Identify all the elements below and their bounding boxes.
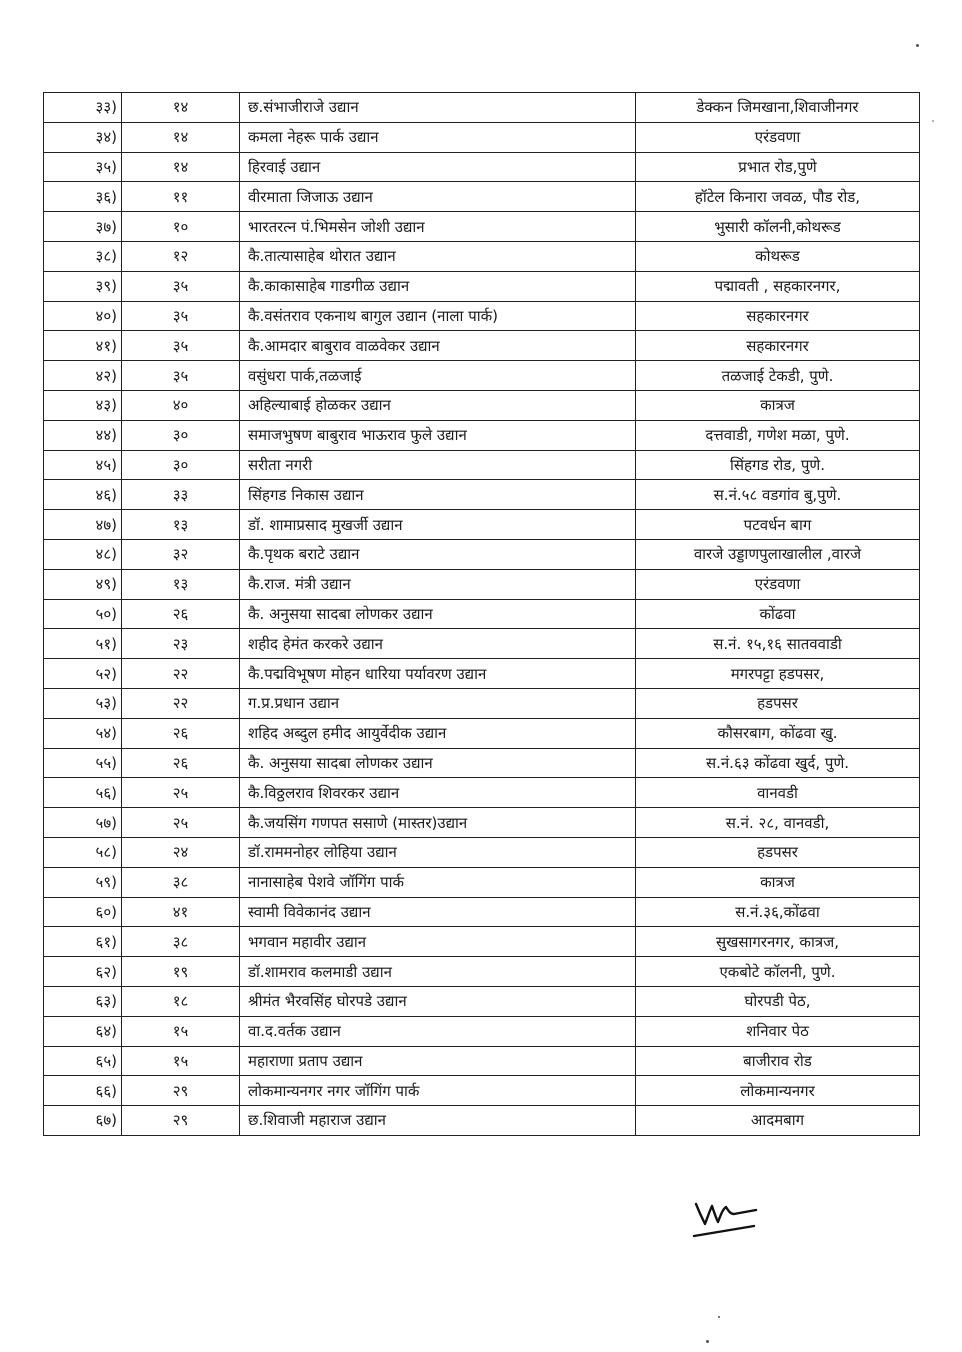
table-row	[44, 241, 920, 271]
location-cell: स.नं.३६,कोंढवा	[636, 897, 920, 927]
location-cell: डेक्कन जिमखाना,शिवाजीनगर	[636, 93, 920, 123]
ward-number-cell: १३	[122, 510, 240, 540]
table-row	[44, 778, 920, 808]
table-row	[44, 1106, 920, 1136]
serial-number-cell: ४०)	[44, 301, 122, 331]
garden-name-cell: कै.तात्यासाहेब थोरात उद्यान	[240, 241, 636, 271]
garden-name-cell: डॉ.राममनोहर लोहिया उद्यान	[240, 837, 636, 867]
garden-name-cell: शहिद अब्दुल हमीद आयुर्वेदीक उद्यान	[240, 718, 636, 748]
table-row	[44, 122, 920, 152]
serial-number-cell: ६७)	[44, 1106, 122, 1136]
location-cell: घोरपडी पेठ,	[636, 986, 920, 1016]
ward-number-cell: ४१	[122, 897, 240, 927]
serial-number-cell: ३८)	[44, 241, 122, 271]
serial-number-cell: ६५)	[44, 1046, 122, 1076]
location-cell: मगरपट्टा हडपसर,	[636, 659, 920, 689]
table-row	[44, 450, 920, 480]
ward-number-cell: २६	[122, 599, 240, 629]
location-cell: स.नं. १५,१६ सातववाडी	[636, 629, 920, 659]
ward-number-cell: ३२	[122, 539, 240, 569]
serial-number-cell: ५४)	[44, 718, 122, 748]
location-cell: एकबोटे कॉलनी, पुणे.	[636, 957, 920, 987]
scan-speck	[932, 120, 934, 122]
ward-number-cell: १०	[122, 212, 240, 242]
garden-name-cell: कै.जयसिंग गणपत ससाणे (मास्तर)उद्यान	[240, 808, 636, 838]
serial-number-cell: ५८)	[44, 837, 122, 867]
table-row	[44, 212, 920, 242]
serial-number-cell: ५२)	[44, 659, 122, 689]
location-cell: सुखसागरनगर, कात्रज,	[636, 927, 920, 957]
ward-number-cell: २४	[122, 837, 240, 867]
table-row	[44, 718, 920, 748]
serial-number-cell: ६१)	[44, 927, 122, 957]
table-row	[44, 93, 920, 123]
table-row	[44, 271, 920, 301]
location-cell: वारजे उड्डाणपुलाखालील ,वारजे	[636, 539, 920, 569]
ward-number-cell: ३८	[122, 927, 240, 957]
serial-number-cell: ५९)	[44, 867, 122, 897]
garden-name-cell: स्वामी विवेकानंद उद्यान	[240, 897, 636, 927]
location-cell: कोंढवा	[636, 599, 920, 629]
ward-number-cell: २९	[122, 1106, 240, 1136]
table-row	[44, 361, 920, 391]
ward-number-cell: ३०	[122, 420, 240, 450]
garden-name-cell: श्रीमंत भैरवसिंह घोरपडे उद्यान	[240, 986, 636, 1016]
location-cell: शनिवार पेठ	[636, 1016, 920, 1046]
ward-number-cell: १२	[122, 241, 240, 271]
table-row	[44, 510, 920, 540]
serial-number-cell: ५७)	[44, 808, 122, 838]
table-row	[44, 659, 920, 689]
ward-number-cell: ३०	[122, 450, 240, 480]
serial-number-cell: ३६)	[44, 182, 122, 212]
table-row	[44, 957, 920, 987]
garden-name-cell: कै.पद्मविभूषण मोहन धारिया पर्यावरण उद्यान	[240, 659, 636, 689]
table-row	[44, 1076, 920, 1106]
ward-number-cell: १५	[122, 1016, 240, 1046]
scan-speck	[718, 1316, 720, 1318]
serial-number-cell: ३४)	[44, 122, 122, 152]
serial-number-cell: ४९)	[44, 569, 122, 599]
location-cell: आदमबाग	[636, 1106, 920, 1136]
serial-number-cell: ६०)	[44, 897, 122, 927]
ward-number-cell: १४	[122, 93, 240, 123]
location-cell: कात्रज	[636, 867, 920, 897]
garden-name-cell: महाराणा प्रताप उद्यान	[240, 1046, 636, 1076]
table-row	[44, 569, 920, 599]
serial-number-cell: ६३)	[44, 986, 122, 1016]
location-cell: सहकारनगर	[636, 331, 920, 361]
garden-name-cell: कै.पृथक बराटे उद्यान	[240, 539, 636, 569]
garden-name-cell: कै.आमदार बाबुराव वाळवेकर उद्यान	[240, 331, 636, 361]
table-row	[44, 1016, 920, 1046]
garden-name-cell: छ.संभाजीराजे उद्यान	[240, 93, 636, 123]
garden-name-cell: हिरवाई उद्यान	[240, 152, 636, 182]
ward-number-cell: ३५	[122, 301, 240, 331]
garden-name-cell: कै.विठ्ठलराव शिवरकर उद्यान	[240, 778, 636, 808]
ward-number-cell: ३३	[122, 480, 240, 510]
ward-number-cell: ३५	[122, 361, 240, 391]
location-cell: कोथरूड	[636, 241, 920, 271]
garden-name-cell: समाजभुषण बाबुराव भाऊराव फुले उद्यान	[240, 420, 636, 450]
serial-number-cell: ६२)	[44, 957, 122, 987]
location-cell: स.नं. २८, वानवडी,	[636, 808, 920, 838]
ward-number-cell: २२	[122, 688, 240, 718]
serial-number-cell: ४७)	[44, 510, 122, 540]
table-row	[44, 420, 920, 450]
location-cell: दत्तवाडी, गणेश मळा, पुणे.	[636, 420, 920, 450]
serial-number-cell: ४५)	[44, 450, 122, 480]
table-row	[44, 867, 920, 897]
table-row	[44, 688, 920, 718]
table-row	[44, 599, 920, 629]
garden-name-cell: कै. अनुसया सादबा लोणकर उद्यान	[240, 599, 636, 629]
garden-name-cell: कमला नेहरू पार्क उद्यान	[240, 122, 636, 152]
location-cell: बाजीराव रोड	[636, 1046, 920, 1076]
garden-name-cell: अहिल्याबाई होळकर उद्यान	[240, 390, 636, 420]
serial-number-cell: ३७)	[44, 212, 122, 242]
table-row	[44, 897, 920, 927]
garden-name-cell: कै.राज. मंत्री उद्यान	[240, 569, 636, 599]
location-cell: हडपसर	[636, 688, 920, 718]
table-row	[44, 539, 920, 569]
table-row	[44, 301, 920, 331]
table-row	[44, 837, 920, 867]
serial-number-cell: ३३)	[44, 93, 122, 123]
ward-number-cell: ११	[122, 182, 240, 212]
garden-name-cell: ग.प्र.प्रधान उद्यान	[240, 688, 636, 718]
serial-number-cell: ३९)	[44, 271, 122, 301]
serial-number-cell: ४८)	[44, 539, 122, 569]
garden-name-cell: कै.काकासाहेब गाडगीळ उद्यान	[240, 271, 636, 301]
garden-name-cell: वीरमाता जिजाऊ उद्यान	[240, 182, 636, 212]
location-cell: प्रभात रोड,पुणे	[636, 152, 920, 182]
ward-number-cell: ३८	[122, 867, 240, 897]
garden-name-cell: छ.शिवाजी महाराज उद्यान	[240, 1106, 636, 1136]
garden-name-cell: वसुंधरा पार्क,तळजाई	[240, 361, 636, 391]
serial-number-cell: ४६)	[44, 480, 122, 510]
table-row	[44, 1046, 920, 1076]
table-row	[44, 748, 920, 778]
scan-speck	[706, 1340, 709, 1343]
handwritten-signature	[690, 1196, 760, 1241]
serial-number-cell: ५३)	[44, 688, 122, 718]
table-row	[44, 152, 920, 182]
location-cell: हडपसर	[636, 837, 920, 867]
serial-number-cell: ५६)	[44, 778, 122, 808]
location-cell: पद्मावती , सहकारनगर,	[636, 271, 920, 301]
ward-number-cell: २५	[122, 808, 240, 838]
ward-number-cell: १३	[122, 569, 240, 599]
ward-number-cell: २५	[122, 778, 240, 808]
garden-name-cell: सिंहगड निकास उद्यान	[240, 480, 636, 510]
ward-number-cell: १४	[122, 122, 240, 152]
serial-number-cell: ५१)	[44, 629, 122, 659]
ward-number-cell: २६	[122, 748, 240, 778]
garden-name-cell: वा.द.वर्तक उद्यान	[240, 1016, 636, 1046]
garden-list-table	[43, 92, 920, 1136]
serial-number-cell: ५५)	[44, 748, 122, 778]
ward-number-cell: २३	[122, 629, 240, 659]
ward-number-cell: १५	[122, 1046, 240, 1076]
garden-name-cell: भगवान महावीर उद्यान	[240, 927, 636, 957]
garden-name-cell: डॉ. शामाप्रसाद मुखर्जी उद्यान	[240, 510, 636, 540]
serial-number-cell: ६४)	[44, 1016, 122, 1046]
serial-number-cell: ४२)	[44, 361, 122, 391]
serial-number-cell: ४१)	[44, 331, 122, 361]
serial-number-cell: ३५)	[44, 152, 122, 182]
location-cell: सहकारनगर	[636, 301, 920, 331]
garden-name-cell: नानासाहेब पेशवे जॉगिंग पार्क	[240, 867, 636, 897]
ward-number-cell: ४०	[122, 390, 240, 420]
serial-number-cell: ४३)	[44, 390, 122, 420]
table-row	[44, 927, 920, 957]
ward-number-cell: १९	[122, 957, 240, 987]
table-row	[44, 182, 920, 212]
ward-number-cell: २९	[122, 1076, 240, 1106]
garden-list-body	[44, 93, 920, 1136]
ward-number-cell: ३५	[122, 271, 240, 301]
location-cell: तळजाई टेकडी, पुणे.	[636, 361, 920, 391]
table-row	[44, 390, 920, 420]
table-row	[44, 331, 920, 361]
serial-number-cell: ५०)	[44, 599, 122, 629]
serial-number-cell: ४४)	[44, 420, 122, 450]
garden-name-cell: शहीद हेमंत करकरे उद्यान	[240, 629, 636, 659]
location-cell: सिंहगड रोड, पुणे.	[636, 450, 920, 480]
location-cell: वानवडी	[636, 778, 920, 808]
garden-name-cell: लोकमान्यनगर नगर जॉगिंग पार्क	[240, 1076, 636, 1106]
location-cell: कात्रज	[636, 390, 920, 420]
serial-number-cell: ६६)	[44, 1076, 122, 1106]
garden-name-cell: सरीता नगरी	[240, 450, 636, 480]
location-cell: स.नं.६३ कोंढवा खुर्द, पुणे.	[636, 748, 920, 778]
location-cell: एरंडवणा	[636, 569, 920, 599]
garden-name-cell: भारतरत्न पं.भिमसेन जोशी उद्यान	[240, 212, 636, 242]
location-cell: हॉटेल किनारा जवळ, पौड रोड,	[636, 182, 920, 212]
table-row	[44, 808, 920, 838]
location-cell: कौसरबाग, कोंढवा खु.	[636, 718, 920, 748]
location-cell: स.नं.५८ वडगांव बु,पुणे.	[636, 480, 920, 510]
scan-speck	[916, 44, 919, 47]
location-cell: भुसारी कॉलनी,कोथरूड	[636, 212, 920, 242]
ward-number-cell: २६	[122, 718, 240, 748]
garden-name-cell: डॉ.शामराव कलमाडी उद्यान	[240, 957, 636, 987]
location-cell: लोकमान्यनगर	[636, 1076, 920, 1106]
garden-name-cell: कै.वसंतराव एकनाथ बागुल उद्यान (नाला पार्क)	[240, 301, 636, 331]
ward-number-cell: १४	[122, 152, 240, 182]
ward-number-cell: २२	[122, 659, 240, 689]
ward-number-cell: १८	[122, 986, 240, 1016]
location-cell: एरंडवणा	[636, 122, 920, 152]
ward-number-cell: ३५	[122, 331, 240, 361]
table-row	[44, 986, 920, 1016]
table-row	[44, 629, 920, 659]
location-cell: पटवर्धन बाग	[636, 510, 920, 540]
garden-name-cell: कै. अनुसया सादबा लोणकर उद्यान	[240, 748, 636, 778]
table-row	[44, 480, 920, 510]
